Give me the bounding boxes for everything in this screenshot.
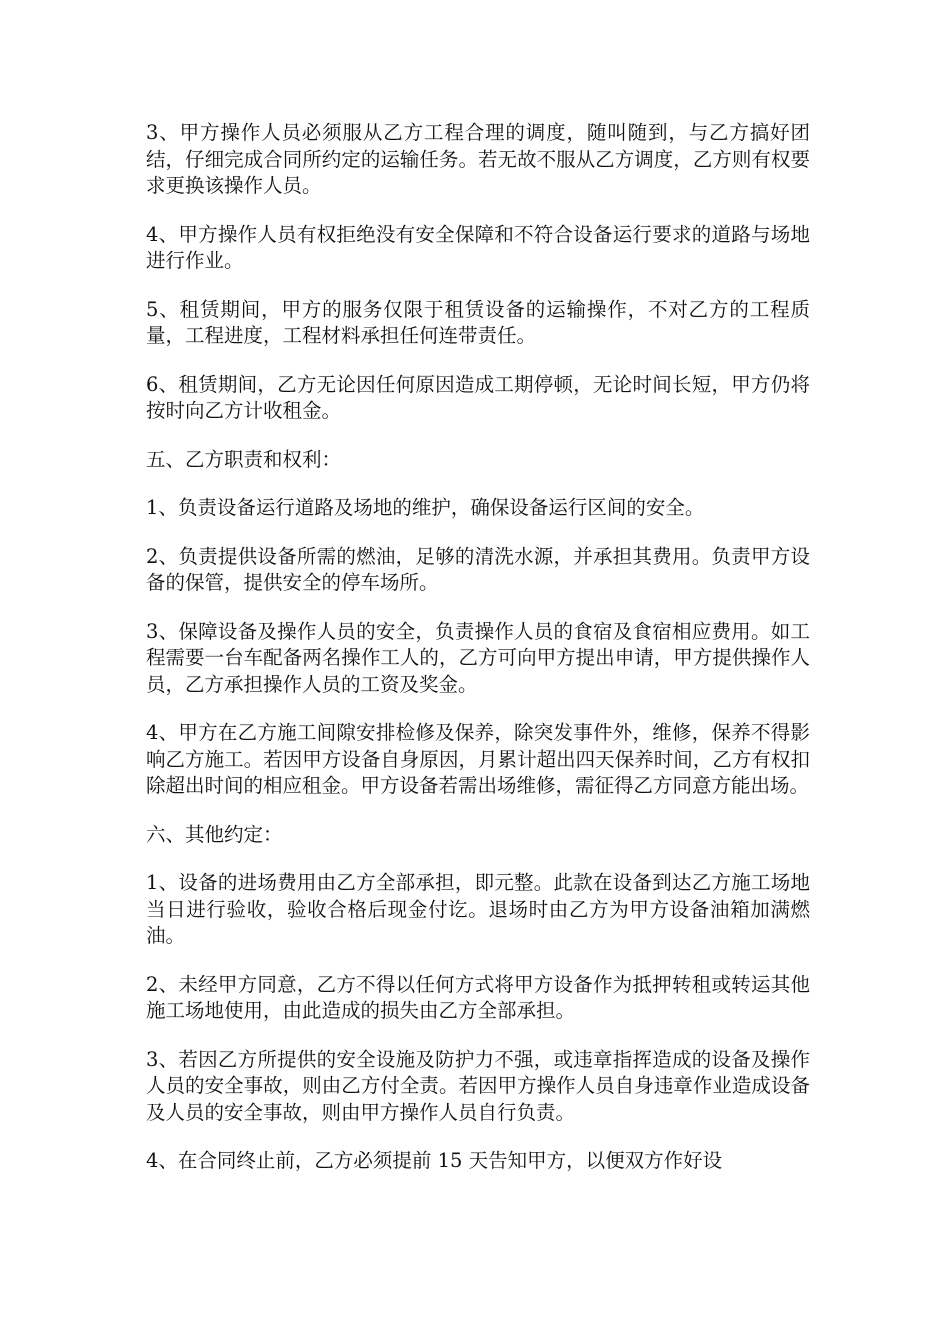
section-heading-5: 五、乙方职责和权利： — [146, 447, 342, 471]
clause-5-3: 3、保障设备及操作人员的安全，负责操作人员的食宿及食宿相应费用。如工程需要一台车配备两名操作工人的，乙方可向甲方提出申请，甲方提供操作人员，乙方承担操作人员的工资及奖金。 — [146, 619, 810, 696]
clause-5-2: 2、负责提供设备所需的燃油，足够的清洗水源，并承担其费用。负责甲方设备的保管，提供安全的停车场所。 — [146, 544, 810, 594]
clause-6-1: 1、设备的进场费用由乙方全部承担，即元整。此款在设备到达乙方施工场地当日进行验收，验收合格后现金付讫。退场时由乙方为甲方设备油箱加满燃油。 — [146, 871, 810, 947]
clause-4-5: 5、租赁期间，甲方的服务仅限于租赁设备的运输操作，不对乙方的工程质量，工程进度，工程材料承担任何连带责任。 — [146, 297, 810, 347]
clause-5-1: 1、负责设备运行道路及场地的维护，确保设备运行区间的安全。 — [146, 496, 705, 519]
clause-4-4: 4、甲方操作人员有权拒绝没有安全保障和不符合设备运行要求的道路与场地进行作业。 — [146, 222, 810, 272]
clause-6-4: 4、在合同终止前，乙方必须提前 15 天告知甲方，以便双方作好设 — [146, 1149, 723, 1172]
section-heading-6: 六、其他约定： — [146, 822, 283, 846]
document-body — [146, 120, 810, 1197]
clause-4-6: 6、租赁期间，乙方无论因任何原因造成工期停顿，无论时间长短，甲方仍将按时向乙方计收租金。 — [146, 372, 810, 422]
clause-5-4: 4、甲方在乙方施工间隙安排检修及保养，除突发事件外，维修，保养不得影响乙方施工。若因甲方设备自身原因，月累计超出四天保养时间，乙方有权扣除超出时间的相应租金。甲方设备若需出场维修，需征得乙方同意方能出场。 — [146, 721, 810, 797]
clause-6-2: 2、未经甲方同意，乙方不得以任何方式将甲方设备作为抵押转租或转运其他施工场地使用，由此造成的损失由乙方全部承担。 — [146, 972, 810, 1022]
clause-4-3: 3、甲方操作人员必须服从乙方工程合理的调度，随叫随到，与乙方搞好团结，仔细完成合同所约定的运输任务。若无故不服从乙方调度，乙方则有权要求更换该操作人员。 — [146, 121, 810, 197]
clause-6-3: 3、若因乙方所提供的安全设施及防护力不强，或违章指挥造成的设备及操作人员的安全事故，则由乙方付全责。若因甲方操作人员自身违章作业造成设备及人员的安全事故，则由甲方操作人员自行负责。 — [146, 1047, 810, 1124]
